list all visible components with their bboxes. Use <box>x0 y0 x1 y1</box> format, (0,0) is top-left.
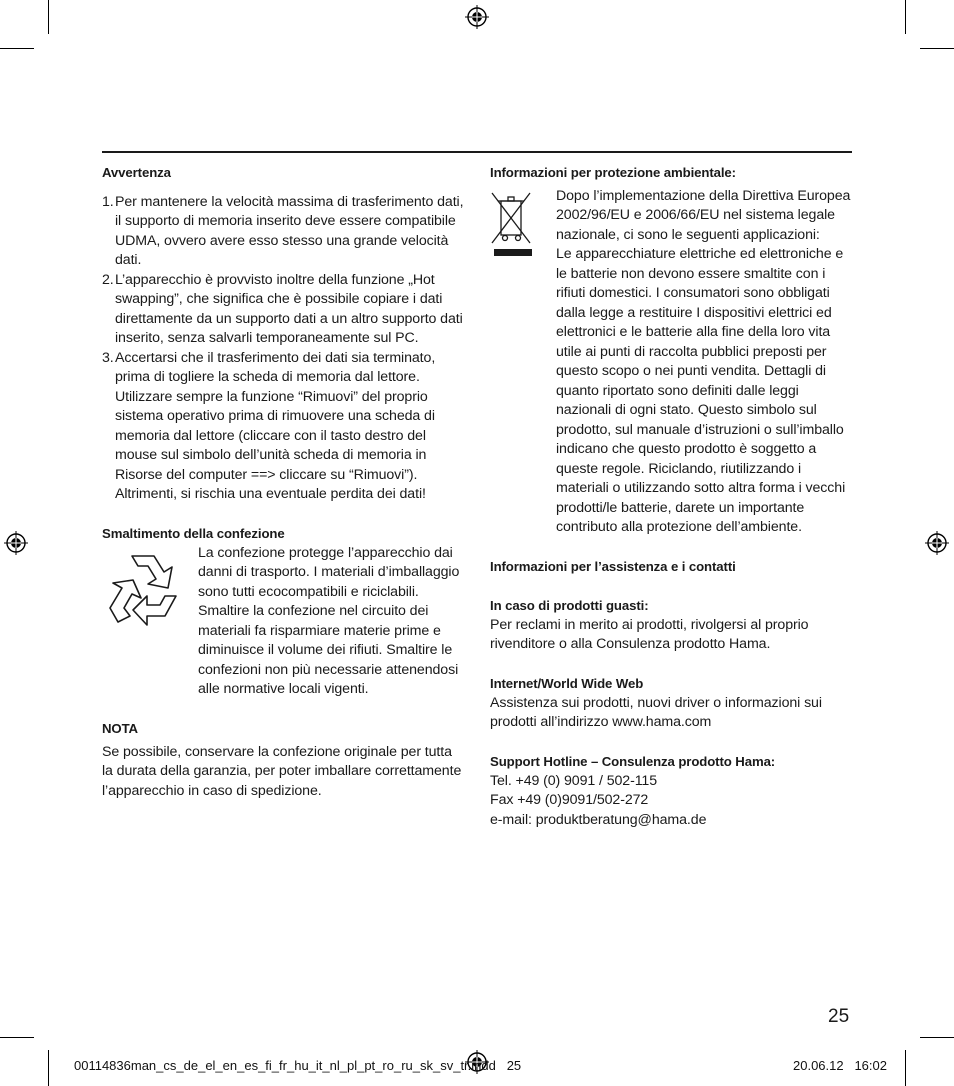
support-heading: Informazioni per l’assistenza e i contatti <box>490 559 736 574</box>
right-column <box>490 163 854 830</box>
hotline-heading: Support Hotline – Consulenza prodotto Hama: <box>490 754 776 769</box>
hotline-fax: Fax +49 (0)9091/502-272 <box>490 792 649 808</box>
warning-heading: Avvertenza <box>102 165 171 180</box>
recycle-icon <box>102 550 184 630</box>
hotline-tel: Tel. +49 (0) 9091 / 502-115 <box>490 772 658 789</box>
footer-date: 20.06.12 16:02 <box>793 1058 887 1073</box>
environment-heading: Informazioni per protezione ambientale: <box>490 165 736 180</box>
header-rule <box>102 151 852 153</box>
crop-mark <box>905 0 906 34</box>
crop-mark <box>920 48 954 49</box>
crop-mark <box>920 1037 954 1038</box>
registration-mark-icon <box>4 531 28 555</box>
registration-mark-icon <box>465 5 489 29</box>
crop-mark <box>905 1050 906 1086</box>
note-text: Se possibile, conservare la confezione originale per tutta la durata della garanzia, per poter imballare correttamente l’apparecchio in caso di spedizione. <box>102 743 462 799</box>
hotline-email: e-mail: produktberatung@hama.de <box>490 811 707 828</box>
warning-list <box>102 193 464 505</box>
packaging-section <box>102 544 464 700</box>
list-item: 2. L’apparecchio è provvisto inoltre della funzione „Hot swapping”, che significa che è possibile copiare i dati direttamente da un supporto dati a un altro supporto dati inserito, senza salvarli temporaneamente sul PC. <box>102 271 463 346</box>
note-heading: NOTA <box>102 721 138 736</box>
page-number: 25 <box>828 1006 850 1027</box>
registration-mark-icon <box>925 531 949 555</box>
crop-mark <box>48 0 49 34</box>
crop-mark <box>0 48 34 49</box>
list-item: 1. Per mantenere la velocità massima di trasferimento dati, il supporto di memoria inserito deve essere compatibile UDMA, ovvero avere esso stesso una grande velocità dati. <box>102 193 464 268</box>
environment-section <box>490 187 854 538</box>
crop-mark <box>0 1037 34 1038</box>
left-column <box>102 163 464 801</box>
web-text: Assistenza sui prodotti, nuovi driver o informazioni sui prodotti all’indirizzo www.hama.com <box>490 694 822 730</box>
packaging-text: La confezione protegge l’apparecchio dai danni di trasporto. I materiali d’imballaggio sono tutti ecocompatibili e riciclabili. <box>198 544 460 600</box>
crossed-out-bin-icon <box>490 189 534 257</box>
footer-filename: 00114836man_cs_de_el_en_es_fi_fr_hu_it_nl_pl_pt_ro_ru_sk_sv_tr.indd 25 <box>74 1058 522 1073</box>
web-heading: Internet/World Wide Web <box>490 676 644 691</box>
list-item: 3. Accertarsi che il trasferimento dei dati sia terminato, prima di togliere la scheda di memoria dal lettore. Utilizzare sempre la funzione “Rimuovi” del proprio sistema operativo prima di rimuovere una scheda di memoria dal lettore (cliccare con il tasto destro del mouse sul simbolo dell’unità scheda di memoria in Risorse del computer ==> cliccare su “Rimuovi”). Altrimenti, si rischia una eventuale perdita dei dati! <box>102 349 436 502</box>
packaging-heading: Smaltimento della confezione <box>102 526 285 541</box>
faulty-products-heading: In caso di prodotti guasti: <box>490 598 649 613</box>
faulty-products-text: Per reclami in merito ai prodotti, rivolgersi al proprio rivenditore o alla Consulenza prodotto Hama. <box>490 616 809 652</box>
environment-text: Dopo l’implementazione della Direttiva Europea 2002/96/EU e 2006/66/EU nel sistema legale nazionale, ci sono le seguenti applicazioni: <box>556 187 851 243</box>
environment-text: Le apparecchiature elettriche ed elettroniche e le batterie non devono essere smaltite con i rifiuti domestici. I consumatori sono obbligati dalla legge a restituire I dispositivi elettrici ed elettronici e le batterie alla fine della loro vita utile ai punti di raccolta pubblici preposti per questo scopo o nei punti vendita. Dettagli di quanto riportato sono definiti dalle leggi nazionali di ogni stato. Questo simbolo sul prodotto, sul manuale d’istruzioni o sull’imballo indicano che questo prodotto è soggetto a queste regole. Riciclando, riutilizzando i materiali o utilizzando sotto altra forma i vecchi prodotti/le batterie, darete un importante contributo alla protezione dell’ambiente. <box>556 246 846 535</box>
crop-mark <box>48 1050 49 1086</box>
packaging-text: Smaltire la confezione nel circuito dei materiali fa risparmiare materie prime e diminuisce il volume dei rifiuti. Smaltire le confezioni non più necessarie attenendosi alle normative locali vigenti. <box>198 603 459 697</box>
